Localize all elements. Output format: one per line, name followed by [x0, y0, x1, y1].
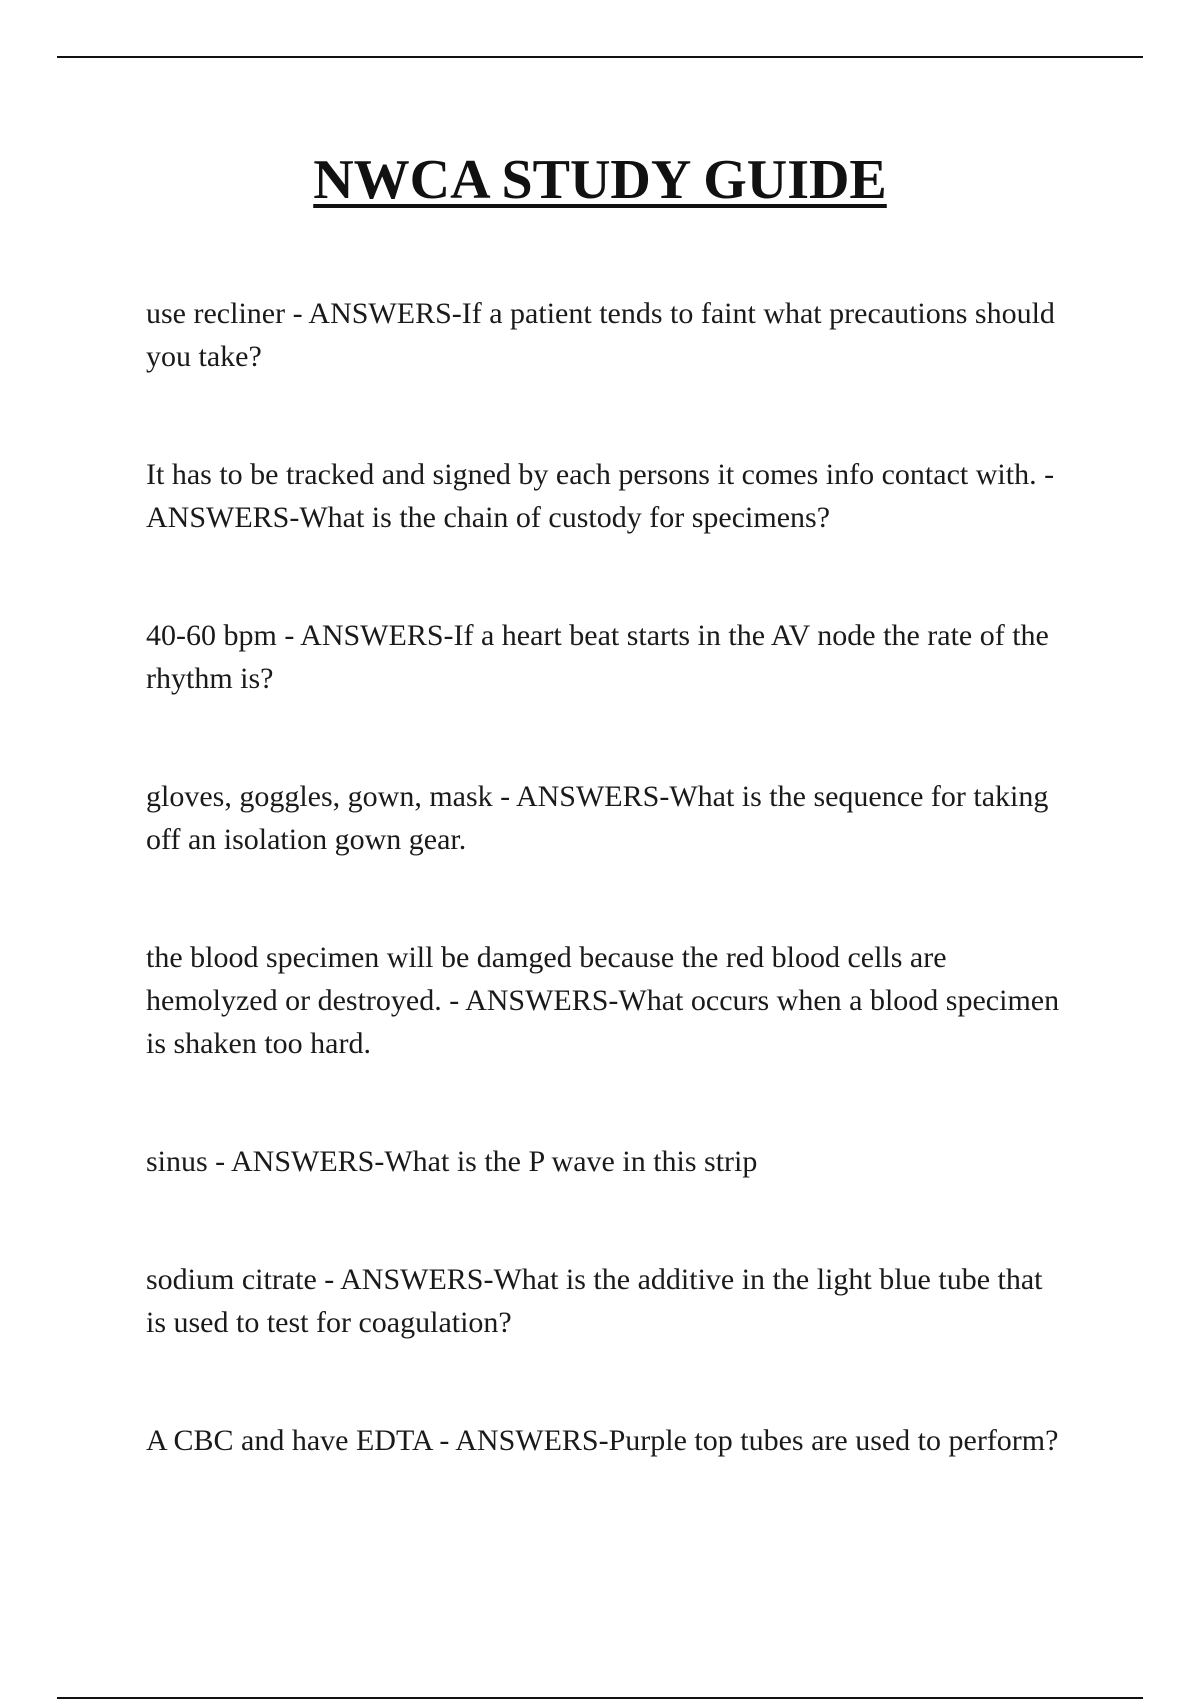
qa-item: use recliner - ANSWERS-If a patient tends to faint what precautions should you take? [146, 297, 1055, 373]
qa-item: A CBC and have EDTA - ANSWERS-Purple top tubes are used to perform? [146, 1424, 1059, 1457]
top-rule [57, 56, 1143, 58]
page-title-text: NWCA STUDY GUIDE [313, 149, 887, 211]
qa-item: gloves, goggles, gown, mask - ANSWERS-What is the sequence for taking off an isolation gown gear. [146, 780, 1049, 856]
qa-item: sinus - ANSWERS-What is the P wave in this strip [146, 1145, 758, 1178]
qa-item: the blood specimen will be damged because the red blood cells are hemolyzed or destroyed. - ANSWERS-What occurs when a blood specimen is shaken too hard. [146, 941, 1060, 1060]
qa-list [146, 292, 1066, 1462]
bottom-rule [57, 1697, 1143, 1699]
qa-item: 40-60 bpm - ANSWERS-If a heart beat starts in the AV node the rate of the rhythm is? [146, 619, 1049, 695]
qa-item: sodium citrate - ANSWERS-What is the additive in the light blue tube that is used to test for coagulation? [146, 1263, 1043, 1339]
qa-item: It has to be tracked and signed by each persons it comes info contact with. - ANSWERS-What is the chain of custody for specimens? [146, 458, 1055, 534]
page-title [0, 148, 1200, 212]
